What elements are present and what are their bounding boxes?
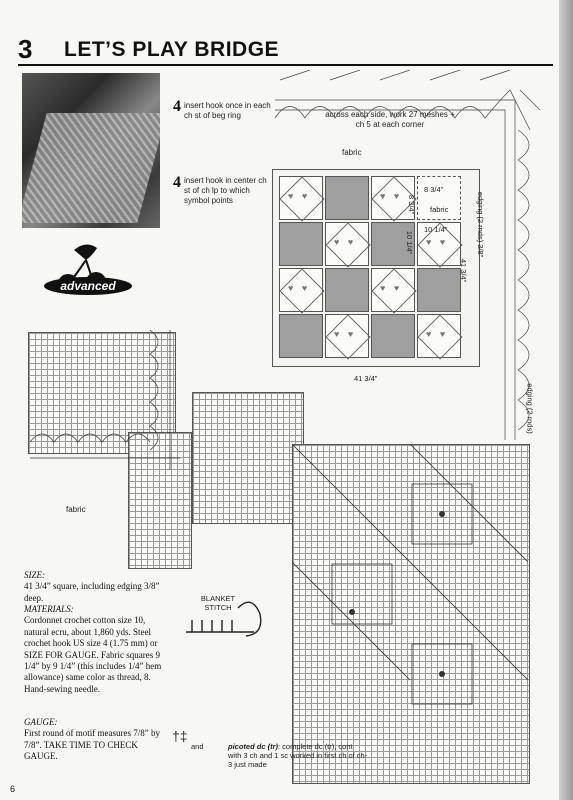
size-label: SIZE: — [24, 570, 45, 580]
layout-diagram — [272, 169, 480, 367]
edging-note-side: edging (2 rnds) 3/8” — [476, 191, 486, 258]
fabric-square — [279, 314, 323, 358]
fabric-square — [325, 176, 369, 220]
photo-tablecloth — [22, 113, 160, 223]
fabric-square — [371, 314, 415, 358]
header-rule — [18, 64, 553, 66]
materials-text: Cordonnet crochet cotton size 10, natural ecru, about 1,860 yds. Steel crochet hook US size 4 (1.75 mm) or SIZE FOR GAUGE. Fabric squares 9 1/4” by 9 1/4” (this includes 1/4” hem allowance) same color as thread, 8. Hand-sewing needle. — [24, 615, 162, 694]
size-text: 41 3/4” square, including edging 3/8” deep. — [24, 581, 160, 603]
size-section — [24, 570, 162, 604]
fabric-square — [279, 222, 323, 266]
materials-label: MATERIALS: — [24, 604, 74, 614]
advanced-badge — [42, 240, 142, 302]
step-note-1: insert hook once in each ch st of beg ring — [184, 101, 271, 120]
step-number-1: 4 — [173, 98, 181, 115]
motif-square — [279, 176, 323, 220]
gauge-section — [24, 717, 162, 763]
fabric-label-left: fabric — [66, 505, 86, 514]
dim-overall-width: 41 3/4” — [354, 374, 378, 383]
materials-section — [24, 604, 162, 695]
page-spine — [559, 0, 573, 800]
crochet-chart-mid — [192, 392, 304, 524]
blanket-stitch-label: BLANKET STITCH — [200, 594, 236, 612]
gauge-label: GAUGE: — [24, 717, 58, 727]
page-number: 6 — [10, 784, 16, 794]
picot-label: picoted dc (tr) — [228, 742, 278, 751]
page-title: LET’S PLAY BRIDGE — [64, 38, 280, 61]
motif-square — [371, 268, 415, 312]
edging-instruction: across each side, work 27 meshes + ch 5 at each corner — [325, 110, 455, 129]
fabric-square — [417, 268, 461, 312]
dim-motif-width: 10 1/4” — [424, 225, 448, 234]
motif-square — [325, 222, 369, 266]
blanket-stitch-diagram — [182, 594, 272, 654]
edging-chart-left — [30, 330, 200, 470]
fabric-label-top: fabric — [342, 148, 362, 157]
picot-text: : complete dc (tr), cont with 3 ch and 1 sc worked in first ch of ch-3 just made — [228, 742, 368, 769]
project-photo — [22, 73, 160, 228]
pattern-number: 3 — [18, 34, 33, 64]
fabric-square — [325, 268, 369, 312]
dim-square-height: 8 3/4” — [407, 194, 417, 215]
gauge-text: First round of motif measures 7/8” by 7/8”. TAKE TIME TO CHECK GAUGE. — [24, 728, 160, 762]
motif-square — [417, 314, 461, 358]
page-header — [18, 34, 553, 64]
edging-note-right: edging (2 rnds) — [525, 383, 535, 434]
dim-overall-height: 41 3/4” — [459, 258, 469, 283]
advanced-label: advanced — [60, 279, 116, 293]
picot-and: and — [191, 742, 204, 751]
step-note-2: insert hook in center ch st of ch lp to which symbol points — [184, 176, 267, 205]
motif-square — [279, 268, 323, 312]
step-number-2: 4 — [173, 174, 181, 191]
crochet-chart-overlay — [292, 444, 528, 782]
dim-motif-height: 10 1/4” — [405, 230, 415, 255]
dim-square-width: 8 3/4” — [424, 185, 444, 194]
fabric-label-inner: fabric — [430, 205, 449, 214]
picot-symbols: †‡ — [172, 728, 188, 744]
motif-square — [325, 314, 369, 358]
picot-note — [228, 742, 368, 769]
